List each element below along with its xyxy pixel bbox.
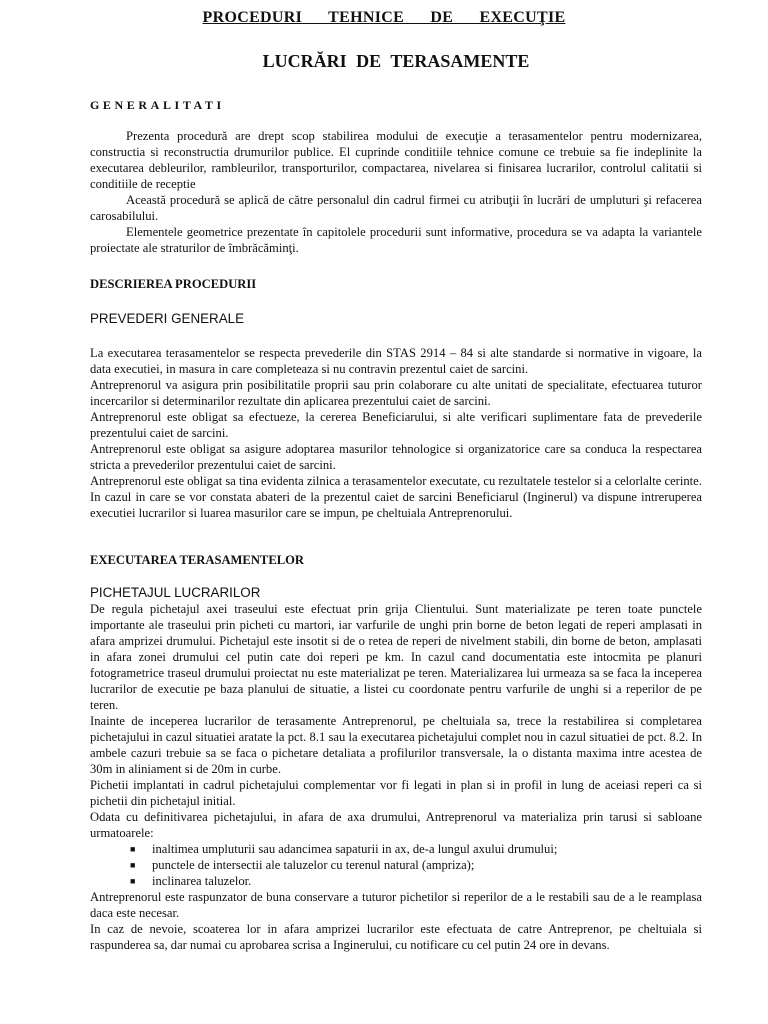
paragraph: Elementele geometrice prezentate în capitolele procedurii sunt informative, procedura se va adapta la variantele proiectate ale straturilor de îmbrăcăminţi. [90,225,702,255]
list-item [90,857,702,873]
paragraph: La executarea terasamentelor se respecta prevederile din STAS 2914 – 84 si alte standarde si normative in vigoare, la data executiei, in masura in care completeaza si nu contravin prezentul caiet de sarcini. [90,346,702,376]
subheading-pichetajul: PICHETAJUL LUCRARILOR [90,585,261,600]
bullet-icon: ■ [130,876,136,886]
bullet-icon: ■ [130,860,136,870]
paragraph: In caz de nevoie, scoaterea lor in afara amprizei lucrarilor este efectuata de catre Antreprenor, pe cheltuiala si raspunderea sa, dar numai cu aprobarea scrisa a Inginerului, cu notificare cu cel putin 24 ore in devans. [90,922,702,952]
document-subtitle: LUCRĂRI DE TERASAMENTE [262,51,530,71]
paragraph: Antreprenorul este raspunzator de buna conservare a tuturor pichetilor si reperilor de a le restabili sau de a le reamplasa daca este necesar. [90,890,702,920]
section-heading-executarea: EXECUTAREA TERASAMENTELOR [90,553,305,567]
generalitati-section [90,128,702,256]
paragraph: Antreprenorul este obligat sa efectueze, la cererea Beneficiarului, si alte verificari suplimentare fata de prevederile prezentului caiet de sarcini. [90,410,702,440]
paragraph: Odata cu definitivarea pichetajului, in afara de axa drumului, Antreprenorul va materializa prin tarusi si sabloane urmatoarele: [90,810,702,840]
paragraph: Inainte de inceperea lucrarilor de terasamente Antreprenorul, pe cheltuiala sa, trece la restabilirea si completarea pichetajului in cazul situatiei aratate la pct. 8.1 sau la executarea pichetajului complet nou in cazul situatiei de pct. 8.2. In ambele cazuri trebuie sa se faca o pichetare detaliata a profilurilor transversale, la o distanta maxima intre acestea de 30m in aliniament si de 20m in curbe. [90,714,702,776]
list-item-text: inclinarea taluzelor. [152,874,252,888]
paragraph: Prezenta procedură are drept scop stabilirea modului de execuţie a terasamentelor pentru modernizarea, constructia si reconstructia drumurilor publice. El cuprinde conditiile tehnice comune ce trebuie sa fie indeplinite la executarea debleurilor, rambleurilor, transporturilor, compactarea, nivelarea si finisarea lucrarilor, controlul calitatii si conditiile de receptie [90,129,702,191]
document-title: PROCEDURI TEHNICE DE EXECUŢIE [202,9,566,26]
list-item-text: inaltimea umpluturii sau adancimea sapaturii in ax, de-a lungul axului drumului; [152,842,558,856]
section-heading-generalitati: GENERALITATI [90,98,225,112]
paragraph: In cazul in care se vor constata abateri de la prezentul caiet de sarcini Beneficiarul (Inginerul) va dispune intreruperea executiei lucrarilor si luarea masurilor care se impun, pe cheltuiala Antreprenorului. [90,490,702,520]
paragraph: De regula pichetajul axei traseului este efectuat prin grija Clientului. Sunt materializate pe teren toate punctele importante ale traseului prin picheti cu martori, iar varfurile de unghi prin borne de beton legati de reperi amplasati in afara amprizei drumului. Pichetajul este insotit si de o retea de reperi de nivelment stabili, din borne de beton, amplasati in afara zonei drumului cel putin cate doi reperi pe km. In cazul cand documentatia este intocmita pe planuri fotogrametrice traseul drumului proiectat nu este materializat pe teren. Materializarea lui urmeaza sa se faca la inceperea lucrarilor de executie pe baza planului de situatie, a listei cu coordonate pentru varfurile de unghi si a reperilor de pe teren. [90,602,702,712]
subheading-prevederi: PREVEDERI GENERALE [90,311,245,326]
bullet-icon: ■ [130,844,136,854]
descrierea-section [90,345,702,521]
paragraph: Antreprenorul va asigura prin posibilitatile proprii sau prin colaborare cu alte unitati de specialitate, efectuarea tuturor incercarilor si determinarilor rezultate din aplicarea prezentului caiet de sarcini. [90,378,702,408]
list-item [90,873,702,889]
paragraph: Antreprenorul este obligat sa tina evidenta zilnica a terasamentelor executate, cu rezultatele testelor si a celorlalte cerinte. [90,474,702,488]
list-item-text: punctele de intersectii ale taluzelor cu terenul natural (ampriza); [152,858,475,872]
section-heading-descrierea: DESCRIEREA PROCEDURII [90,277,257,291]
paragraph: Pichetii implantati in cadrul pichetajului complementar vor fi legati in plan si in profil in lung de aceiasi reperi ca si pichetii din pichetajul initial. [90,778,702,808]
paragraph: Această procedură se aplică de către personalul din cadrul firmei cu atribuţii în lucrări de umpluturi şi refacerea carosabilului. [90,193,702,223]
list-item [90,841,702,857]
paragraph: Antreprenorul este obligat sa asigure adoptarea masurilor tehnologice si organizatorice care sa conduca la respectarea stricta a prevederilor prezentului caiet de sarcini. [90,442,702,472]
executarea-section [90,601,702,953]
bullet-list [90,841,702,889]
